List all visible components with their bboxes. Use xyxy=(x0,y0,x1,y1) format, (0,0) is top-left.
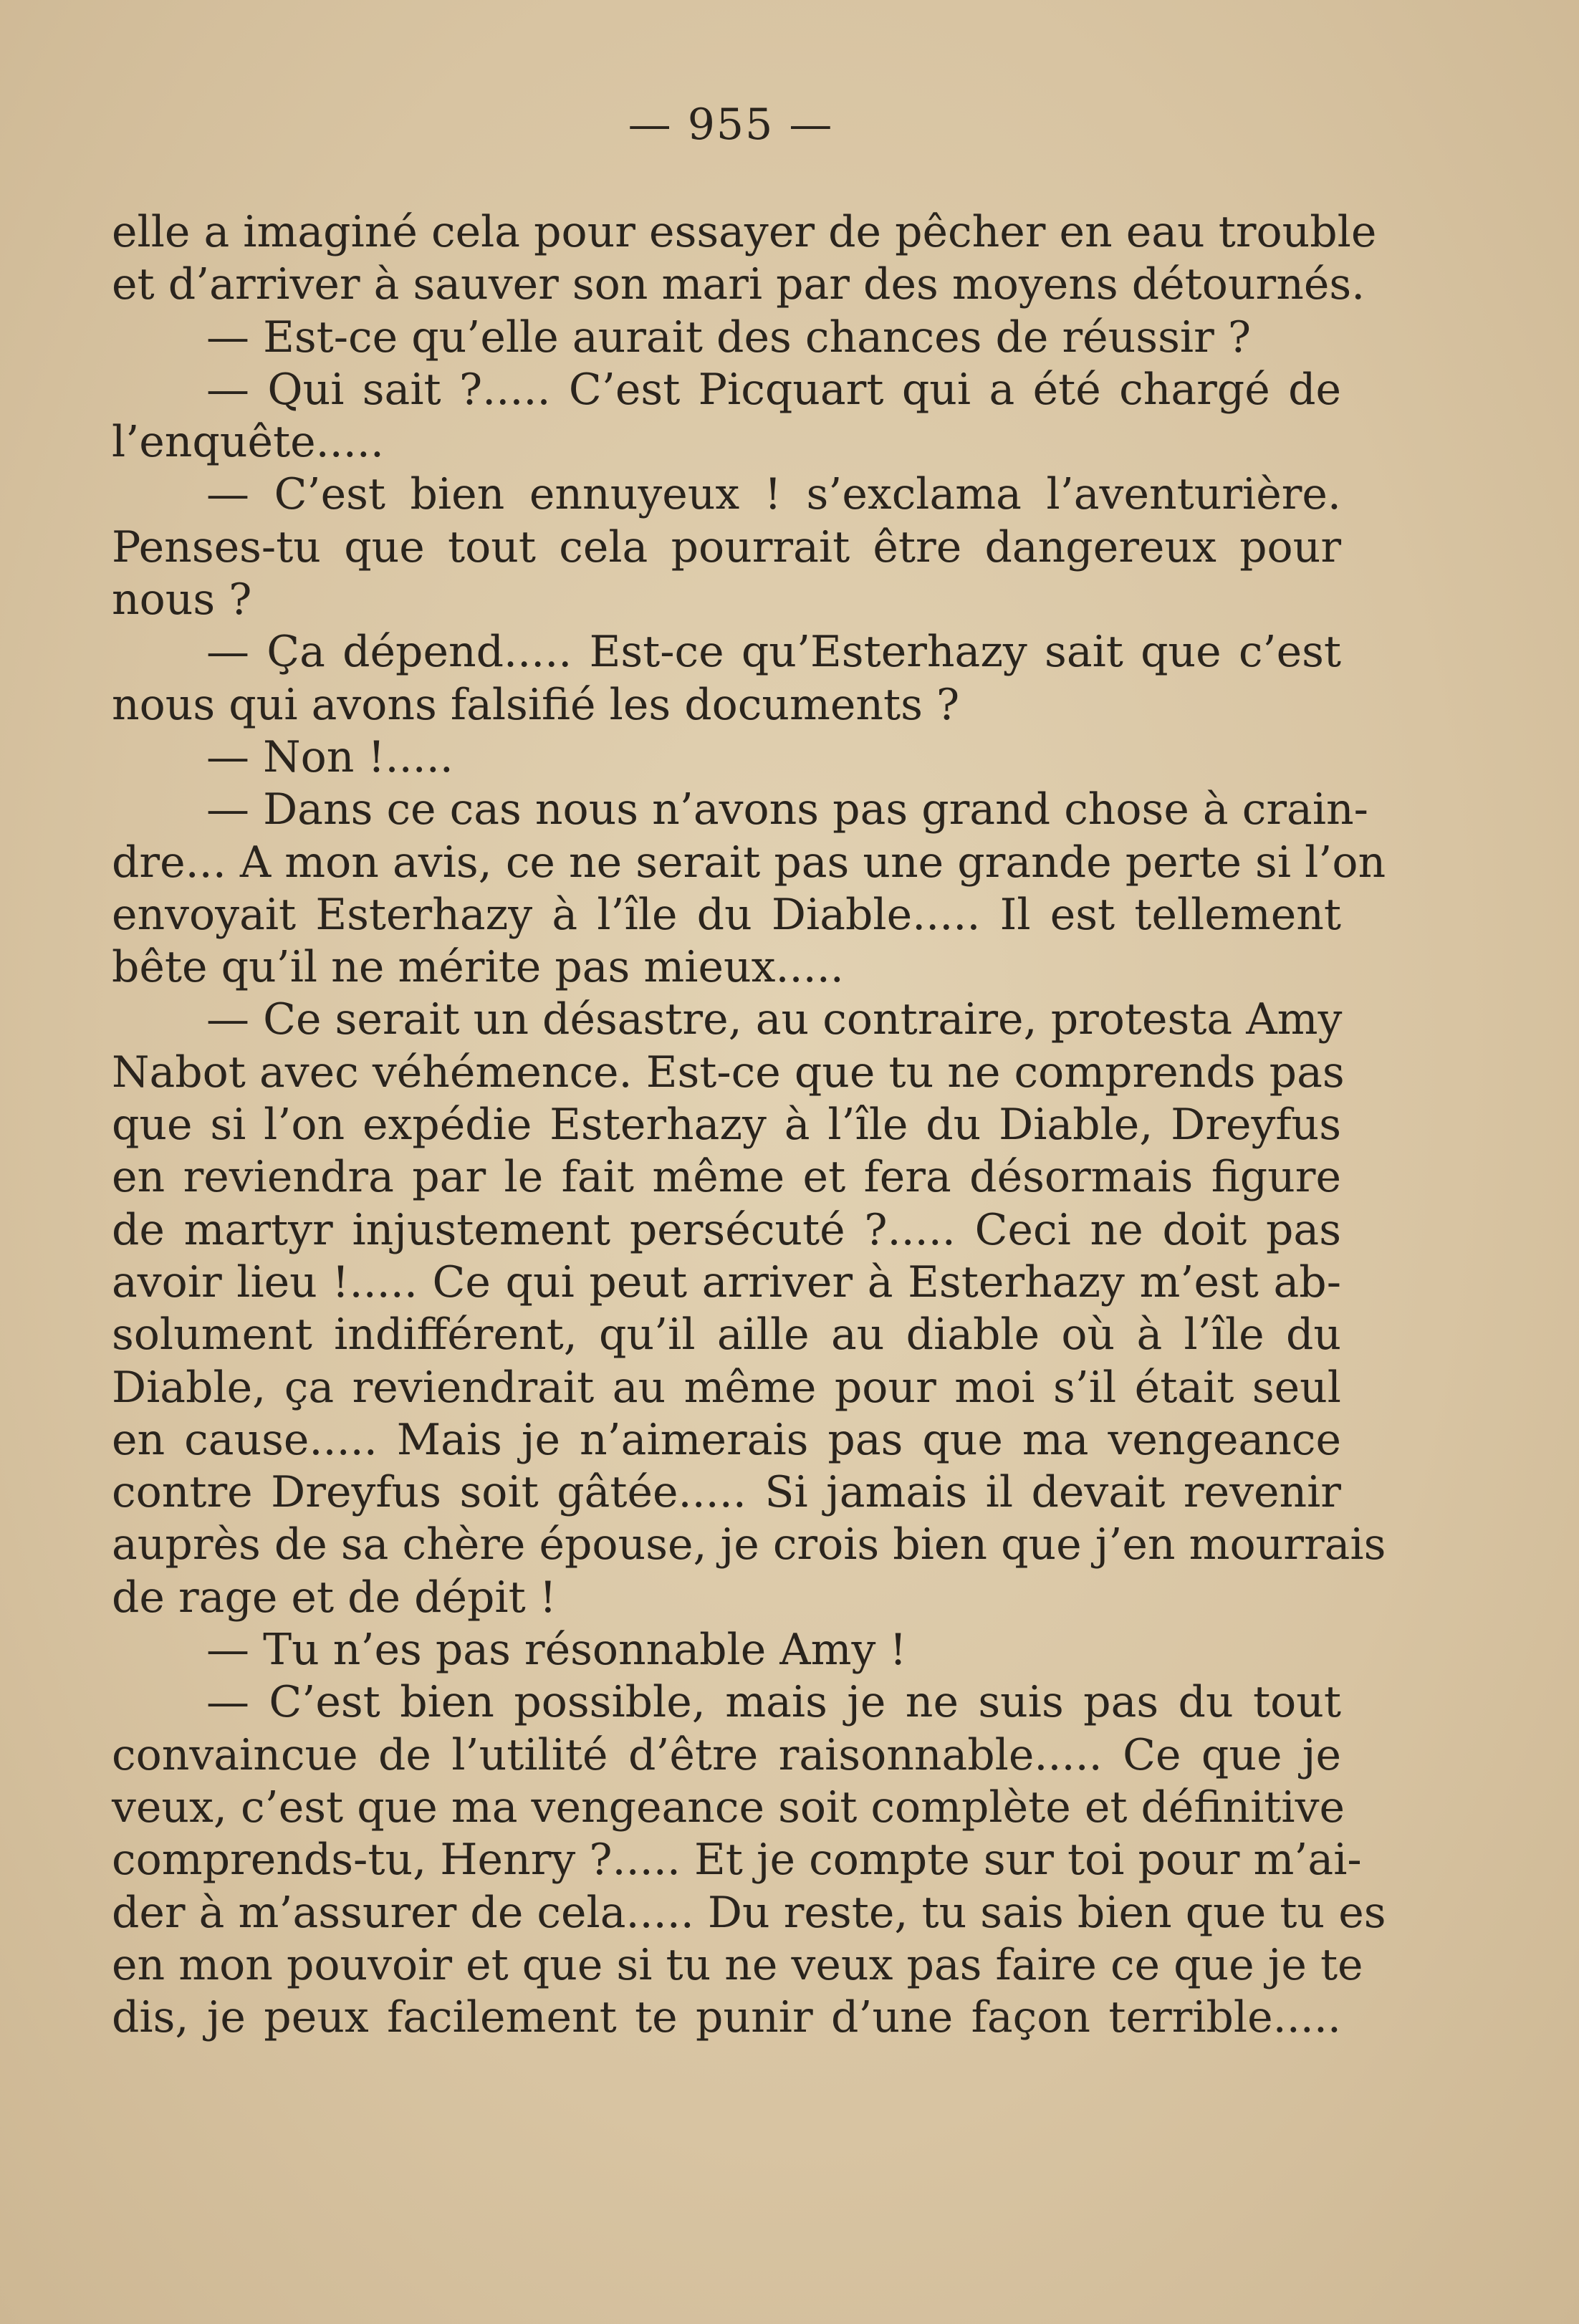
text-line: convaincue de l’utilité d’être raisonnable..... Ce que je xyxy=(112,1729,1341,1780)
text-line: — C’est bien ennuyeux ! s’exclama l’aventurière. xyxy=(206,469,1341,520)
text-line: en reviendra par le fait même et fera désormais figure xyxy=(112,1152,1341,1203)
text-line: — Est-ce qu’elle aurait des chances de réussir ? xyxy=(206,312,1251,362)
body-text xyxy=(112,206,1386,2044)
text-line: — Non !..... xyxy=(206,731,453,782)
text-line: Diable, ça reviendrait au même pour moi s’il était seul xyxy=(112,1362,1341,1413)
text-line: Nabot avec véhémence. Est-ce que tu ne comprends pas xyxy=(112,1047,1345,1098)
text-line: et d’arriver à sauver son mari par des moyens détournés. xyxy=(112,259,1366,310)
text-line: envoyait Esterhazy à l’île du Diable..... Il est tellement xyxy=(112,889,1341,940)
text-line: elle a imaginé cela pour essayer de pêcher en eau trouble xyxy=(112,207,1377,257)
text-line: — Tu n’es pas résonnable Amy ! xyxy=(206,1625,907,1676)
text-line: — C’est bien possible, mais je ne suis pas du tout xyxy=(206,1677,1341,1728)
text-line: dre... A mon avis, ce ne serait pas une grande perte si l’on xyxy=(112,837,1386,888)
text-line: que si l’on expédie Esterhazy à l’île du Diable, Dreyfus xyxy=(112,1100,1341,1151)
text-line: — Qui sait ?..... C’est Picquart qui a été chargé de xyxy=(206,364,1341,415)
text-line: — Dans ce cas nous n’avons pas grand chose à crain- xyxy=(206,784,1368,835)
text-line: avoir lieu !..... Ce qui peut arriver à Esterhazy m’est ab- xyxy=(112,1257,1341,1307)
text-line: auprès de sa chère épouse, je crois bien que j’en mourrais xyxy=(112,1519,1386,1570)
text-line: — Ça dépend..... Est-ce qu’Esterhazy sait que c’est xyxy=(206,627,1341,678)
text-line: veux, c’est que ma vengeance soit complète et définitive xyxy=(112,1782,1345,1833)
text-line: de rage et de dépit ! xyxy=(112,1572,557,1623)
text-line: en mon pouvoir et que si tu ne veux pas faire ce que je te xyxy=(112,1939,1363,1990)
page-number: — 955 — xyxy=(628,100,834,150)
text-line: Penses-tu que tout cela pourrait être dangereux pour xyxy=(112,522,1341,572)
text-line: nous ? xyxy=(112,575,252,625)
text-line: der à m’assurer de cela..... Du reste, tu sais bien que tu es xyxy=(112,1887,1386,1938)
text-line: contre Dreyfus soit gâtée..... Si jamais il devait revenir xyxy=(112,1467,1341,1518)
text-line: solument indifférent, qu’il aille au diable où à l’île du xyxy=(112,1310,1341,1360)
text-line: de martyr injustement persécuté ?..... Ceci ne doit pas xyxy=(112,1204,1341,1255)
text-line: — Ce serait un désastre, au contraire, protesta Amy xyxy=(206,994,1343,1045)
text-line: l’enquête..... xyxy=(112,417,384,468)
text-line: dis, je peux facilement te punir d’une façon terrible..... xyxy=(112,1992,1341,2043)
text-line: comprends-tu, Henry ?..... Et je compte sur toi pour m’ai- xyxy=(112,1835,1362,1886)
text-line: en cause..... Mais je n’aimerais pas que ma vengeance xyxy=(112,1414,1341,1465)
text-line: nous qui avons falsifié les documents ? xyxy=(112,679,960,730)
text-line: bête qu’il ne mérite pas mieux..... xyxy=(112,942,844,993)
